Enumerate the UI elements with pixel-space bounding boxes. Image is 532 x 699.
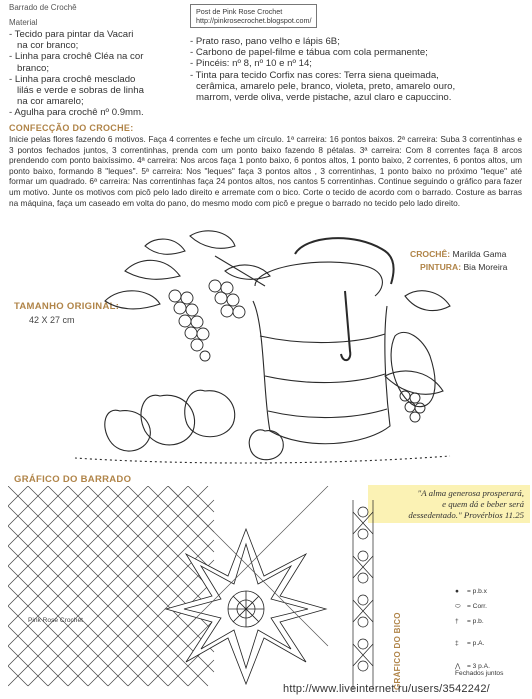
legend-symbol: ⬭ [455,603,461,610]
materials-item: na cor branco; [17,40,79,52]
legend-item [455,588,515,603]
legend-item [455,618,515,640]
materials-item: - Linha para crochê mesclado [9,73,136,85]
materials-left-list [9,29,144,119]
crochet-chart [8,486,368,692]
legend-symbol: † [455,618,459,625]
watermark-url: http://pinkrosecrochet.blogspot.com/ [196,16,312,25]
blog-watermark [190,4,317,28]
legend-label: = Corr. [467,603,487,610]
materials-heading: Material [9,18,38,27]
legend-label: = 3 p.A. Fechados juntos [455,663,504,677]
legend-label: = p.A. [467,640,485,647]
croche-name: Marilda Gama [452,249,507,259]
confeccao-heading: CONFECÇÃO DO CROCHE: [9,123,134,133]
materials-item: - Tinta para tecido Corfix nas cores: Terra siena queimada, [190,69,439,81]
materials-item: marrom, verde oliva, verde pistache, azul claro e capuccino. [196,92,452,104]
legend-symbol: ‡ [455,640,459,647]
materials-item: - Pincéis: nº 8, nº 10 e nº 14; [190,58,312,70]
legend-item [455,662,515,677]
document-title: Barrado de Crochê [9,3,77,12]
size-value: 42 X 27 cm [29,315,75,325]
grafico-heading: GRÁFICO DO BARRADO [14,474,132,485]
quote-line: "A alma generosa prosperará, [417,488,524,498]
legend-symbol: ⋀ [455,663,461,670]
legend-label: = p.b.x [467,588,487,595]
size-label: TAMANHO ORIGINAL: [14,301,120,312]
bico-border-chart [345,500,400,692]
croche-label: CROCHÊ: [410,249,451,259]
materials-item: - Tecido para pintar da Vacari [9,29,134,40]
quote-reference: Provérbios 11.25 [463,509,524,520]
watermark-title: Post de Pink Rose Crochet [196,7,283,16]
chart-watermark: Pink Rose Crochet [28,617,83,624]
materials-item: lilás e verde e sobras de linha [17,85,144,97]
pintura-name: Bia Moreira [463,262,508,272]
legend-item [455,603,515,618]
quote-line: e quem dá e beber será [442,498,524,509]
star-motif [166,529,326,684]
fruit-basket-illustration [65,226,455,471]
bico-label: GRÁFICO DO BICO [393,612,402,690]
quote-line: dessedentado." [408,509,462,520]
materials-item: - Linha para crochê Cléa na cor [9,51,144,63]
lattice-grid [8,486,214,686]
footer-url[interactable]: http://www.liveinternet.ru/users/3542242/ [283,683,490,695]
materials-item: cerâmica, amarelo pele, branco, violeta, preto, amarelo ouro, [196,80,456,92]
materials-item: na cor amarelo; [17,96,84,108]
legend-label: = p.b. [467,618,484,625]
materials-item: - Carbono de papel-filme e tábua com cola permanente; [190,47,428,59]
materials-item: - Agulha para crochê nº 0.9mm. [9,107,144,119]
confeccao-instructions: Inicie pelas flores fazendo 6 motivos. Faça 4 correntes e feche um círculo. 1ª carreira: 16 pontos baixos. 2ª carreira: Suba 3 correntinhas e 3 pontos fechados juntos, 3 correntinhas, prenda com um ponto baixo fazendo 8 pétalas. 3ª carreira: Com 8 correntes faça 8 arcos prendendo com ponto baixíssimo. 4ª carreira: Nos arcos faça 1 ponto baixo, 6 pontos altos, 1 ponto baixo, 2 correntes, 6 pontos altos, um ponto baixo, formando 8 "leques". 5ª carreira: Nos "leques" faça 3 pontos altos , 3 correntinhas, 1 ponto baixo no próximo "leque" até formar um quadrado. 6ª carreira: Nas correntinhas faça 24 pontos altos, nos cantos 5 correntinhas. Continue seguindo o gráfico para fazer um motivo. Junte os motivos com picô pelo lado direito e arremate com o bico. Corte o tecido de acordo com o barrado. Costure as barras na máquina, faça um caseado em volta do pano, do mesmo modo com picô e pregue o barrado no tecido pelo lado direito. [9,134,522,208]
materials-right-list [190,36,455,103]
pintura-label: PINTURA: [420,262,462,272]
legend [455,588,515,677]
materials-item: - Prato raso, pano velho e lápis 6B; [190,36,340,47]
legend-item [455,640,515,662]
materials-item: branco; [17,62,49,74]
legend-symbol: ● [455,588,459,595]
